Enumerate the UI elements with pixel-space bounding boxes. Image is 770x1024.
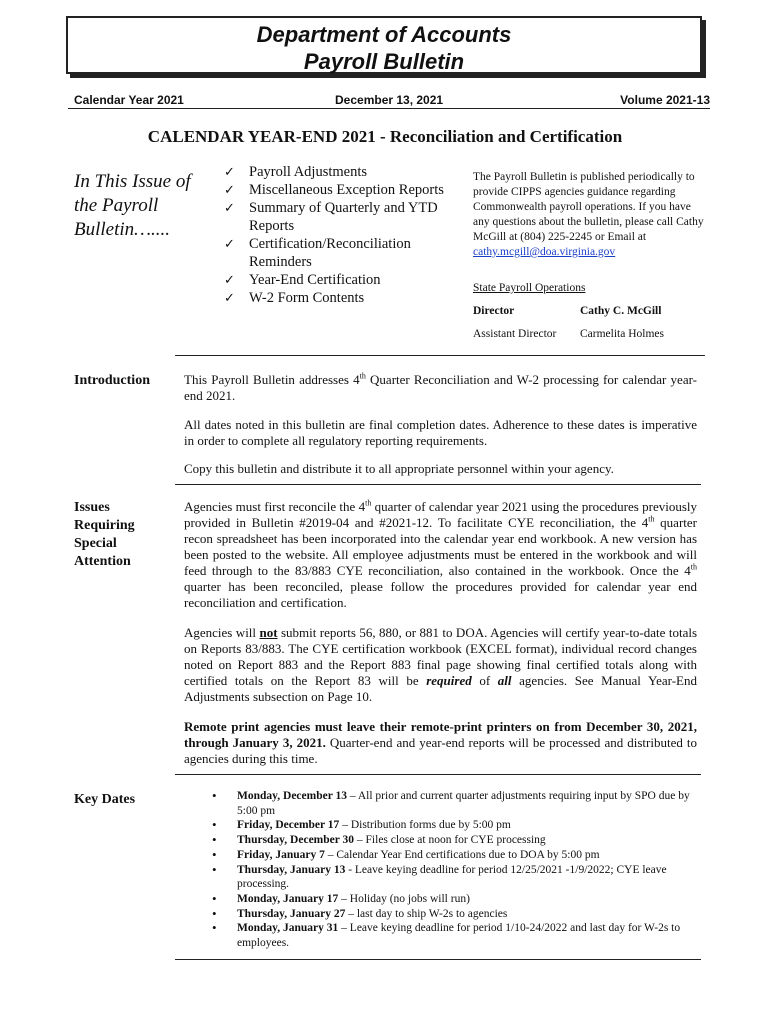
list-item: • Thursday, January 13 - Leave keying deadline for period 12/25/2021 -1/9/2022; CYE leave processing. — [212, 861, 667, 891]
issues-paragraph: Agencies will not submit reports 56, 880, or 881 to DOA. Agencies will certify year-to-date totals on Reports 83/883. The CYE certification workbook (EXCEL format), individual record changes noted on Report 883 and the Report 883 final page showing final certified totals along with certified totals on the Report 83 will be required of all agencies. See Manual Year-End Adjustments subsection on Page 10. — [184, 625, 698, 704]
banner-department: Department of Accounts — [256, 22, 512, 47]
page-title: CALENDAR YEAR-END 2021 - Reconciliation and Certification — [147, 127, 623, 146]
bullet-icon: • — [212, 905, 217, 921]
bullet-icon: • — [212, 846, 217, 862]
director-name: Cathy C. McGill — [580, 305, 662, 317]
checkmark-icon: ✓ — [224, 200, 235, 215]
bullet-icon: • — [212, 788, 217, 803]
toc-item: ✓ Year-End Certification — [224, 272, 381, 288]
list-item: • Monday, January 17 – Holiday (no jobs will run) — [212, 890, 470, 906]
issues-label: Issues Requiring Special Attention — [74, 500, 135, 569]
bullet-icon: • — [212, 920, 217, 936]
bullet-icon: • — [212, 890, 217, 906]
section-divider — [175, 959, 701, 960]
bullet-icon: • — [212, 817, 217, 833]
bulletin-banner — [66, 16, 702, 74]
list-item: • Thursday, December 30 – Files close at noon for CYE processing — [212, 832, 546, 848]
checkmark-icon: ✓ — [224, 236, 235, 251]
banner-title: Payroll Bulletin — [303, 49, 465, 74]
bullet-icon: • — [212, 861, 217, 877]
toc-item: ✓ Summary of Quarterly and YTD Reports — [224, 200, 438, 234]
calendar-year: Calendar Year 2021 — [74, 93, 184, 107]
section-divider — [175, 774, 701, 775]
list-item: • Monday, January 31 – Leave keying deadline for period 1/10-24/2022 and last day for W-2s to employees. — [212, 920, 681, 950]
intro-label: Introduction — [74, 373, 150, 388]
bullet-icon: • — [212, 832, 217, 848]
issues-paragraph: Remote print agencies must leave their remote-print printers on from December 30, 2021, through January 3, 2021. Quarter-end and year-end reports will be processed and distributed to agencies during this time. — [184, 719, 697, 766]
key-dates-list — [212, 789, 704, 951]
contact-email-link[interactable]: cathy.mcgill@doa.virginia.gov — [473, 246, 616, 258]
toc-item: ✓ Payroll Adjustments — [224, 164, 368, 180]
list-item: • Monday, December 13 – All prior and current quarter adjustments requiring input by SPO due by 5:00 pm — [212, 788, 690, 817]
key-dates-label: Key Dates — [74, 792, 136, 807]
intro-paragraph: Copy this bulletin and distribute it to all appropriate personnel within your agency. — [184, 461, 614, 476]
list-item: • Friday, December 17 – Distribution forms due by 5:00 pm — [212, 817, 511, 833]
toc-item: ✓ Certification/Reconciliation Reminders — [224, 236, 411, 270]
list-item: • Friday, January 7 – Calendar Year End certifications due to DOA by 5:00 pm — [212, 846, 600, 862]
section-divider — [175, 355, 705, 356]
volume-number: Volume 2021-13 — [620, 93, 710, 107]
toc-item: ✓ Miscellaneous Exception Reports — [224, 182, 444, 198]
section-divider — [175, 484, 701, 485]
header-divider — [68, 108, 710, 109]
checkmark-icon: ✓ — [224, 272, 235, 287]
intro-paragraph: All dates noted in this bulletin are final completion dates. Adherence to these dates is imperative in order to complete all regulatory reporting requirements. — [184, 417, 697, 448]
issue-heading: In This Issue of the Payroll Bulletin….... — [74, 171, 191, 240]
table-of-contents — [224, 163, 464, 307]
list-item: • Thursday, January 27 – last day to ship W-2s to agencies — [212, 905, 508, 921]
toc-item: ✓ W-2 Form Contents — [224, 290, 365, 306]
checkmark-icon: ✓ — [224, 290, 235, 305]
checkmark-icon: ✓ — [224, 164, 235, 179]
ops-heading: State Payroll Operations — [473, 282, 586, 294]
info-text: The Payroll Bulletin is published periodically to provide CIPPS agencies guidance regarding Commonwealth payroll operations. If you have any questions about the bulletin, please call Cathy McGill at (804) 225-2245 or Email at — [473, 171, 704, 243]
asst-director-name: Carmelita Holmes — [580, 328, 664, 340]
asst-director-label: Assistant Director — [473, 328, 557, 340]
intro-paragraph: This Payroll Bulletin addresses 4th Quarter Reconciliation and W-2 processing for calendar year-end 2021. — [184, 371, 697, 403]
issues-paragraph: Agencies must first reconcile the 4th quarter of calendar year 2021 using the procedures previously provided in Bulletin #2019-04 and #2021-12. To facilitate CYE reconciliation, the 4th quarter recon spreadsheet has been incorporated into the calendar year end workbook. A new version has been posted to the website. All employee adjustments must be entered in the workbook and will feed through to the 83/883 CYE reconciliation, also contained in the workbook. Once the 4th quarter has been reconciled, please follow the procedures provided for calendar year end reconciliation and certification. — [184, 498, 697, 610]
checkmark-icon: ✓ — [224, 182, 235, 197]
bulletin-date: December 13, 2021 — [335, 93, 444, 107]
director-label: Director — [473, 305, 515, 317]
bulletin-info — [473, 170, 705, 260]
